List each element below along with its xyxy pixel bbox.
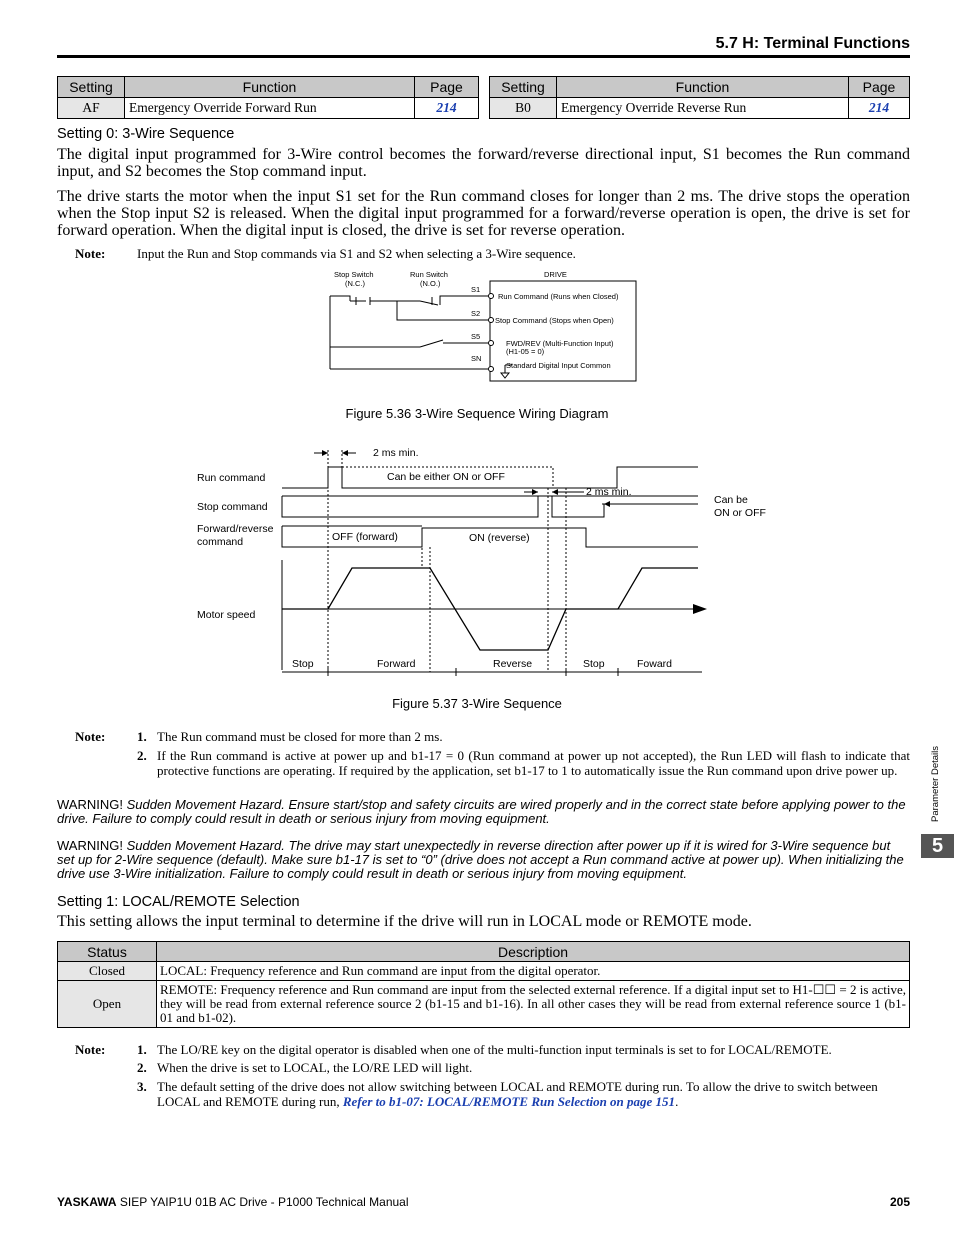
on-reverse-label: ON (reverse) — [469, 532, 530, 544]
fwdrev-signal-label-1: Forward/reverse — [197, 523, 274, 535]
run-switch-label: Run Switch — [410, 270, 448, 279]
phase-stop-1: Stop — [292, 658, 314, 670]
table-row — [58, 981, 910, 1028]
setting-code: AF — [58, 98, 125, 119]
function-name: Emergency Override Forward Run — [125, 98, 415, 119]
phase-reverse: Reverse — [493, 658, 533, 670]
note-number-1: 1. — [137, 1042, 147, 1057]
terminal-s5 — [489, 341, 494, 346]
page-link[interactable]: 214 — [415, 98, 479, 119]
ground-symbol — [501, 373, 509, 378]
terminal-s1-label: S1 — [471, 285, 481, 294]
description-closed: LOCAL: Frequency reference and Run command are input from the digital operator. — [157, 962, 910, 981]
stop-command-label: Stop Command (Stops when Open) — [495, 316, 614, 325]
fwdrev-label: FWD/REV (Multi-Function Input) — [506, 339, 614, 348]
column-header-status: Status — [58, 942, 157, 962]
run-command-signal-label: Run command — [197, 472, 266, 484]
terminal-s5-label: S5 — [471, 332, 481, 341]
warning-1 — [57, 798, 910, 826]
min-2ms-label-a: 2 ms min. — [373, 447, 419, 459]
note-number-3: 3. — [137, 1079, 147, 1094]
phase-stop-2: Stop — [583, 658, 605, 670]
column-header-function: Function — [557, 77, 849, 98]
note-label: Note: — [75, 729, 106, 744]
sidebar-section-label — [905, 725, 955, 825]
warning-text: Sudden Movement Hazard. Ensure start/stop and safety circuits are wired properly and in the correct state before applying power to the drive. Failure to comply could result in death or serious injury from moving equipment. — [57, 797, 906, 826]
setting0-paragraph-1: The digital input programmed for 3-Wire control becomes the forward/reverse directional input, S1 becomes the Run command input, and S2 becomes the Stop command input. — [57, 146, 910, 180]
note-text: Input the Run and Stop commands via S1 and S2 when selecting a 3-Wire sequence. — [137, 246, 576, 261]
note-1-text: The Run command must be closed for more than 2 ms. — [157, 729, 443, 744]
footer-manual-title: SIEP YAIP1U 01B AC Drive - P1000 Technical Manual — [119, 1195, 409, 1209]
run-switch-type: (N.O.) — [420, 279, 441, 288]
column-header-function: Function — [125, 77, 415, 98]
local-remote-table — [57, 941, 910, 1028]
wire-s1 — [440, 296, 488, 305]
s5-switch-contact — [420, 340, 443, 347]
warning-label: WARNING! — [57, 838, 123, 853]
setting-code: B0 — [490, 98, 557, 119]
stop-switch-label: Stop Switch — [334, 270, 374, 279]
common-label: Standard Digital Input Common — [506, 361, 611, 370]
warning-label: WARNING! — [57, 797, 123, 812]
run-switch-contact — [420, 301, 438, 305]
column-header-description: Description — [157, 942, 910, 962]
note-number-2: 2. — [137, 748, 147, 763]
column-header-page: Page — [849, 77, 910, 98]
note-number-1: 1. — [137, 729, 147, 744]
either-label: Can be either ON or OFF — [387, 471, 505, 483]
column-header-setting: Setting — [58, 77, 125, 98]
placeholder-boxes: ☐☐ — [812, 982, 837, 997]
note-3-text: The default setting of the drive does not allow switching between LOCAL and REMOTE during run. To allow the drive to switch between LOCAL and REMOTE during run, Refer to b1-07: LOCAL/REMOTE Run Selection on page 151. — [157, 1079, 878, 1109]
settings-table-right — [489, 76, 910, 119]
note-label: Note: — [75, 246, 106, 261]
off-forward-label: OFF (forward) — [332, 531, 398, 543]
time-axis-arrow — [693, 604, 707, 614]
column-header-page: Page — [415, 77, 479, 98]
min-2ms-label-b: 2 ms min. — [586, 486, 632, 498]
description-open: REMOTE: Frequency reference and Run command are input from the selected external reference. If a digital input set to H1-☐☐ = 2 is active, they will be read from external reference source 2 (b1-15 and b1-16). In all other cases they will be read from external reference source 1 (b1-01 and b1-02). — [157, 981, 910, 1028]
terminal-s2-label: S2 — [471, 309, 481, 318]
note-number-2: 2. — [137, 1060, 147, 1075]
settings-table-left — [57, 76, 479, 119]
stop-switch-type: (N.C.) — [345, 279, 365, 288]
cross-reference-link[interactable]: Refer to b1-07: LOCAL/REMOTE Run Selection on page 151 — [342, 1093, 676, 1109]
setting1-paragraph: This setting allows the input terminal to determine if the drive will run in LOCAL mode or REMOTE mode. — [57, 913, 752, 930]
footer-manual — [57, 1195, 409, 1209]
wiring-diagram — [320, 265, 650, 385]
note-2-text: When the drive is set to LOCAL, the LO/RE LED will light. — [157, 1060, 473, 1075]
setting0-heading: Setting 0: 3-Wire Sequence — [57, 126, 235, 142]
setting0-paragraph-2: The drive starts the motor when the input S1 set for the Run command closes for longer than 2 ms. The drive stops the operation when the Stop input S2 is released. When the digital input programmed for a forward/reverse operation is open, the drive is set for forward operation. When the digital input is closed, the drive is set for reverse operation. — [57, 188, 910, 239]
table-row — [58, 962, 910, 981]
function-name: Emergency Override Reverse Run — [557, 98, 849, 119]
stop-command-waveform — [282, 496, 698, 517]
phase-forward: Forward — [377, 658, 416, 670]
column-header-setting: Setting — [490, 77, 557, 98]
status-closed: Closed — [58, 962, 157, 981]
status-open: Open — [58, 981, 157, 1028]
phase-foward: Foward — [637, 658, 673, 670]
chapter-tab[interactable]: 5 — [921, 834, 954, 858]
can-be-label-1: Can be — [714, 494, 748, 506]
warning-2 — [57, 839, 910, 881]
warning-text: Sudden Movement Hazard. The drive may start unexpectedly in reverse direction after power up if it is wired for 3-Wire sequence but set up for 2-Wire sequence (default). Make sure b1-17 is set to “0” (drive does not accept a Run command active at power up). When initializing the drive use 3-Wire initialization. Failure to comply could result in death or serious injury from moving equipment. — [57, 838, 904, 881]
stop-command-signal-label: Stop command — [197, 501, 268, 513]
run-command-label: Run Command (Runs when Closed) — [498, 292, 619, 301]
can-be-label-2: ON or OFF — [714, 507, 766, 519]
page-link[interactable]: 214 — [849, 98, 910, 119]
figure-5-36-caption: Figure 5.36 3-Wire Sequence Wiring Diagram — [345, 406, 609, 421]
footer-brand: YASKAWA — [57, 1195, 117, 1209]
drive-label: DRIVE — [544, 270, 567, 279]
fwdrev-param: (H1-05 = 0) — [506, 347, 545, 356]
table-row — [490, 98, 910, 119]
terminal-sn-label: SN — [471, 354, 482, 363]
wire-top-left — [330, 296, 350, 301]
header-rule — [57, 55, 910, 58]
section-title: 5.7 H: Terminal Functions — [715, 35, 910, 52]
fwdrev-signal-label-2: command — [197, 536, 244, 548]
figure-5-37-caption: Figure 5.37 3-Wire Sequence — [392, 696, 562, 711]
motor-speed-label: Motor speed — [197, 609, 256, 621]
terminal-sn — [489, 367, 494, 372]
setting1-heading: Setting 1: LOCAL/REMOTE Selection — [57, 894, 300, 910]
page-number: 205 — [889, 1195, 910, 1209]
svg-text:Parameter Details: Parameter Details — [930, 745, 941, 822]
note-label: Note: — [75, 1042, 106, 1057]
note-2-text: If the Run command is active at power up and b1-17 = 0 (Run command at power up not accepted), the Run LED will flash to indicate that protective functions are operating. If required by the application, set b1-17 to 1 to automatically issue the Run command upon drive power up. — [157, 748, 910, 778]
note-1-text: The LO/RE key on the digital operator is disabled when one of the multi-function input terminals is set to for LOCAL/REMOTE. — [157, 1042, 832, 1057]
table-row — [58, 98, 479, 119]
terminal-s1 — [489, 294, 494, 299]
timing-diagram — [190, 440, 766, 680]
terminal-s2 — [489, 318, 494, 323]
